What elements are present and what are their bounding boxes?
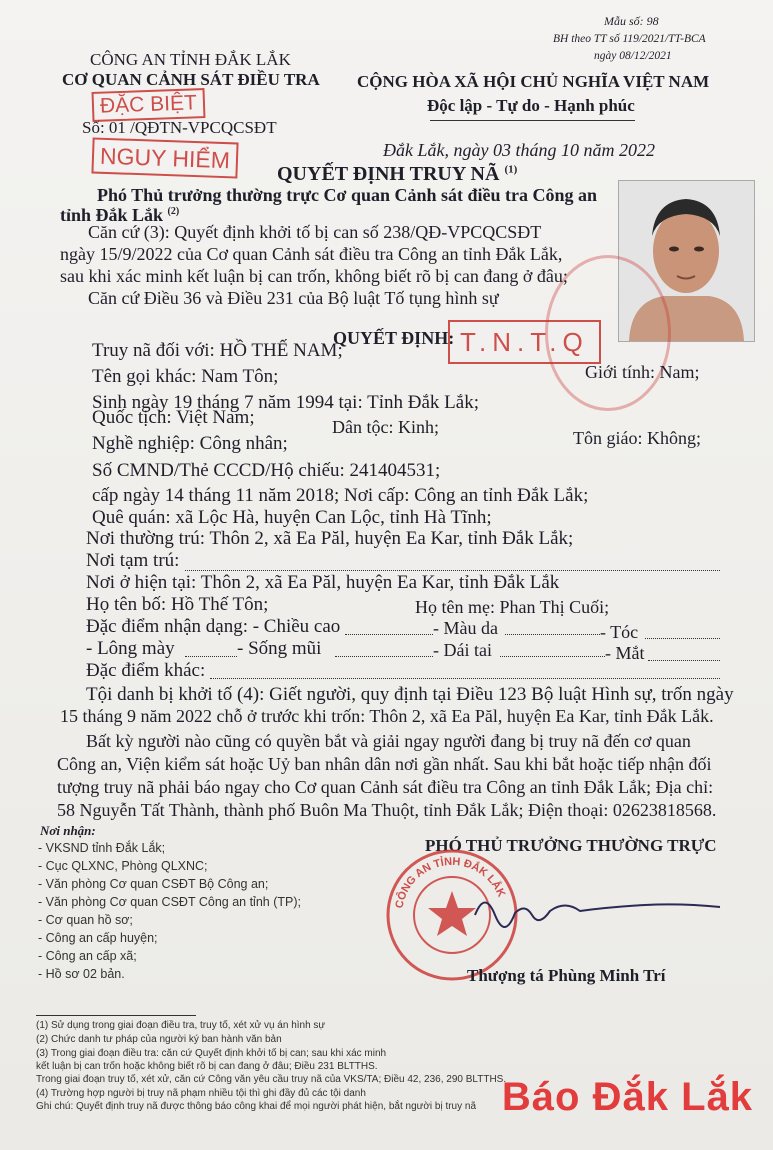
document-title: QUYẾT ĐỊNH TRUY NÃ $^{(1)}$ — [277, 163, 518, 185]
form-number: Mẫu số: 98 — [604, 14, 659, 28]
signature — [470, 885, 730, 935]
other-features: Đặc điểm khác: — [86, 660, 206, 681]
motto: Độc lập - Tự do - Hạnh phúc — [427, 96, 635, 115]
footnote: Trong giai đoạn truy tố, xét xử, căn cứ Công văn yêu cầu truy nã của VKS/TA; Điều 42, 236, 290 BLTTHS. — [36, 1074, 507, 1085]
basis-line3: sau khi xác minh kết luận bị can trốn, không biết rõ bị can đang ở đâu; — [60, 266, 568, 286]
notice-line4: 58 Nguyễn Tất Thành, thành phố Buôn Ma Thuột, tỉnh Đắk Lắk; Điện thoại: 02623818568. — [57, 800, 717, 820]
charge-line1: Tội danh bị khởi tố (4): Giết người, quy định tại Điều 123 Bộ luật Hình sự, trốn ngày — [86, 684, 734, 705]
danger-stamp: NGUY HIỂM — [91, 137, 238, 178]
basis-line4: Căn cứ Điều 36 và Điều 231 của Bộ luật Tố tụng hình sự — [88, 288, 499, 308]
form-date: ngày 08/12/2021 — [594, 50, 672, 62]
gender: Giới tính: Nam; — [585, 362, 700, 382]
feature-ear: - Dái tai — [433, 640, 492, 660]
feature-nose: - Sống mũi — [237, 638, 322, 659]
signer-name: Thượng tá Phùng Minh Trí — [467, 966, 666, 985]
feature-hair: - Tóc — [600, 622, 639, 642]
agency-top: CÔNG AN TỈNH ĐẮK LẮK — [90, 50, 291, 69]
footnote: (3) Trong giai đoạn điều tra: căn cứ Quyết định khởi tố bị can; sau khi xác minh — [36, 1048, 387, 1059]
mother-name: Họ tên mẹ: Phan Thị Cuối; — [415, 597, 610, 617]
birth: Sinh ngày 19 tháng 7 năm 1994 tại: Tỉnh Đắk Lắk; — [92, 392, 479, 413]
occupation: Nghề nghiệp: Công nhân; — [92, 433, 288, 454]
recipient-item: - Văn phòng Cơ quan CSĐT Công an tỉnh (TP); — [38, 895, 301, 909]
form-basis: BH theo TT số 119/2021/TT-BCA — [553, 33, 706, 45]
seal-text: CÔNG AN TỈNH ĐẮK LẮK — [393, 855, 508, 910]
newspaper-watermark: Báo Đắk Lắk — [501, 1075, 753, 1119]
basis-line1: Căn cứ (3): Quyết định khởi tố bị can số 238/QĐ-VPCQCSĐT — [88, 222, 542, 242]
agency-name: CƠ QUAN CẢNH SÁT ĐIỀU TRA — [62, 70, 320, 89]
id-number: Số CMND/Thẻ CCCD/Hộ chiếu: 241404531; — [92, 460, 441, 481]
basis-line2: ngày 15/9/2022 của Cơ quan Cảnh sát điều tra Công an tỉnh Đắk Lắk, — [60, 244, 563, 264]
nation-title: CỘNG HÒA XÃ HỘI CHỦ NGHĨA VIỆT NAM — [357, 72, 710, 91]
footnote: kết luận bị can trốn hoặc không biết rõ bị can đang ở đâu; Điều 231 BLTTHS. — [36, 1061, 378, 1072]
father-name: Họ tên bố: Hồ Thế Tôn; — [86, 594, 269, 615]
footnote: Ghi chú: Quyết định truy nã được thông báo công khai để mọi người phát hiện, bắt người bị truy nã — [36, 1101, 477, 1112]
notice-line1: Bất kỳ người nào cũng có quyền bắt và giải ngay người đang bị truy nã đến cơ quan — [86, 731, 691, 751]
decision-heading: QUYẾT ĐỊNH: — [333, 328, 455, 348]
notice-line2: Công an, Viện kiểm sát hoặc Uỷ ban nhân dân nơi gần nhất. Sau khi bắt hoặc tiếp nhận đối — [57, 754, 712, 774]
alias: Tên gọi khác: Nam Tôn; — [92, 366, 279, 387]
hometown: Quê quán: xã Lộc Hà, huyện Can Lộc, tỉnh Hà Tĩnh; — [92, 507, 492, 528]
feature-skin: - Màu da — [433, 618, 498, 638]
tnq-stamp: T.N.T.Q — [448, 320, 601, 364]
wanted-name: Truy nã đối với: HỒ THẾ NAM; — [92, 340, 343, 361]
recipients-title: Nơi nhận: — [40, 823, 96, 838]
recipient-item: - Cơ quan hồ sơ; — [38, 913, 133, 927]
temporary-address: Nơi tạm trú: — [86, 550, 180, 571]
recipient-item: - VKSND tỉnh Đắk Lắk; — [38, 841, 166, 855]
place-date: Đắk Lắk, ngày 03 tháng 10 năm 2022 — [383, 140, 655, 160]
footnote: (2) Chức danh tư pháp của người ký ban hành văn bản — [36, 1034, 282, 1045]
charge-line2: 15 tháng 9 năm 2022 chỗ ở trước khi trốn: Thôn 2, xã Ea Păl, huyện Ea Kar, tỉnh Đắk Lắk. — [60, 706, 714, 726]
id-issue: cấp ngày 14 tháng 11 năm 2018; Nơi cấp: Công an tỉnh Đắk Lắk; — [92, 485, 589, 506]
recipient-item: - Hồ sơ 02 bản. — [38, 967, 125, 981]
feature-eyes: - Mắt — [605, 643, 645, 663]
recipient-item: - Văn phòng Cơ quan CSĐT Bộ Công an; — [38, 877, 269, 891]
nationality: Quốc tịch: Việt Nam; — [92, 407, 255, 428]
features-height: Đặc điểm nhận dạng: - Chiều cao — [86, 616, 341, 637]
footnote: (1) Sử dụng trong giai đoạn điều tra, truy tố, xét xử vụ án hình sự — [36, 1020, 326, 1031]
issuer-line2: tỉnh Đắk Lắk $^{(2)}$ — [60, 205, 180, 225]
recipient-item: - Công an cấp xã; — [38, 949, 137, 963]
recipient-item: - Công an cấp huyện; — [38, 931, 158, 945]
signer-title: PHÓ THỦ TRƯỞNG THƯỜNG TRỰC — [425, 836, 717, 855]
feature-eyebrow: - Lông mày — [86, 638, 175, 659]
permanent-address: Nơi thường trú: Thôn 2, xã Ea Păl, huyện Ea Kar, tỉnh Đắk Lắk; — [86, 528, 574, 549]
religion: Tôn giáo: Không; — [573, 428, 701, 448]
current-address: Nơi ở hiện tại: Thôn 2, xã Ea Păl, huyện Ea Kar, tỉnh Đắk Lắk — [86, 572, 560, 593]
special-stamp: ĐẶC BIỆT — [92, 88, 206, 122]
footnote: (4) Trường hợp người bị truy nã phạm nhiều tội thì ghi đầy đủ các tội danh — [36, 1088, 366, 1099]
recipient-item: - Cục QLXNC, Phòng QLXNC; — [38, 859, 208, 873]
notice-line3: tượng truy nã phải báo ngay cho Cơ quan Cảnh sát điều tra Công an tỉnh Đắk Lắk; Địa chỉ: — [57, 777, 714, 797]
ethnicity: Dân tộc: Kinh; — [332, 417, 439, 437]
document-number: Số: 01 /QĐTN-VPCQCSĐT — [82, 118, 277, 137]
issuer-line1: Phó Thủ trưởng thường trực Cơ quan Cảnh sát điều tra Công an — [97, 185, 598, 205]
